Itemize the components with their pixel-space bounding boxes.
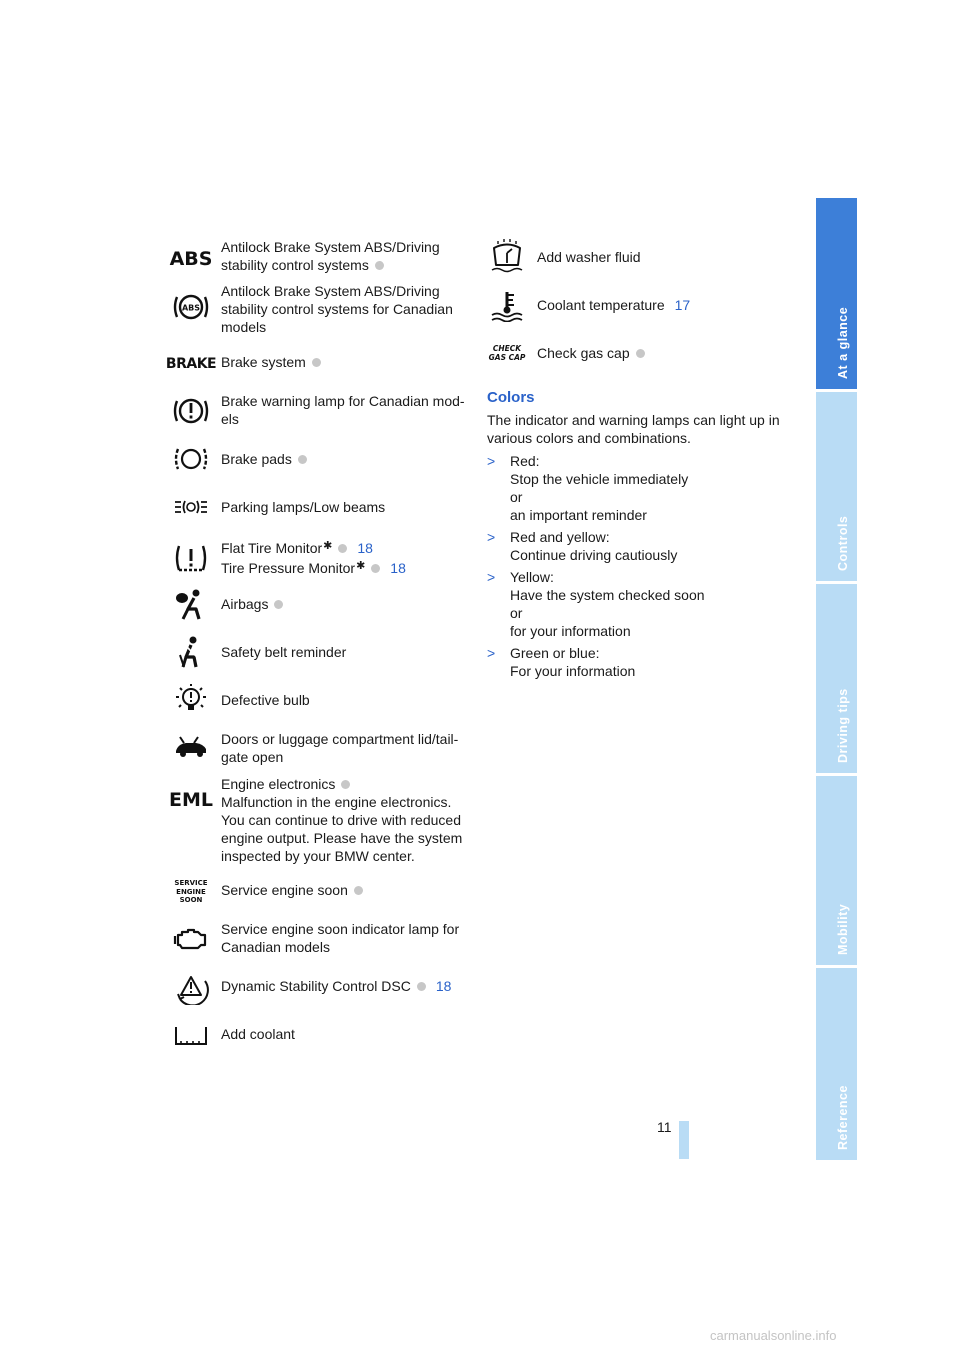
availability-dot <box>417 982 426 991</box>
list-item-text: Red: Stop the vehicle immediately or an important reminder <box>510 453 689 523</box>
colors-intro: The indicator and warning lamps can light up in various colors and combinations. <box>487 412 780 446</box>
page-reference-link[interactable]: 18 <box>435 978 452 994</box>
car-doors-open-icon <box>171 732 211 764</box>
section-title-colors: Colors <box>487 389 535 406</box>
indicator-description: Engine electronics Malfunction in the engine electronics. You can continue to drive with reduced engine output. Please have the system inspected by your BMW center. <box>221 776 463 864</box>
availability-dot <box>371 564 380 573</box>
optional-equipment-star: ✱ <box>323 540 333 552</box>
availability-dot <box>636 349 645 358</box>
availability-dot <box>298 455 307 464</box>
indicator-description: Add washer fluid <box>537 249 641 265</box>
page-number-bar <box>679 1121 689 1159</box>
list-item-text: Red and yellow: Continue driving cautiously <box>510 529 678 563</box>
bullet-arrow: > <box>487 529 496 545</box>
availability-dot <box>338 544 347 553</box>
availability-dot <box>341 780 350 789</box>
tab-mobility[interactable]: Mobility <box>816 776 857 965</box>
tab-at-a-glance[interactable]: At a glance <box>816 198 857 389</box>
indicator-description: Flat Tire Monitor✱ 18 Tire Pressure Monitor✱ 18 <box>221 540 406 576</box>
brake-pads-icon <box>171 443 211 475</box>
indicator-description: Defective bulb <box>221 692 310 708</box>
safety-belt-icon <box>171 636 211 668</box>
parking-lamps-icon <box>171 491 211 523</box>
dsc-triangle-icon <box>171 972 211 1004</box>
list-item-text: Green or blue: For your information <box>510 645 636 679</box>
page-reference-link[interactable]: 18 <box>390 560 406 576</box>
brake-warning-icon <box>171 395 211 427</box>
bullet-arrow: > <box>487 569 496 585</box>
tab-reference[interactable]: Reference <box>816 968 857 1160</box>
tab-driving-tips[interactable]: Driving tips <box>816 584 857 773</box>
service-engine-soon-icon: SERVICE ENGINE SOON <box>174 879 208 905</box>
page-reference-link[interactable]: 18 <box>357 540 373 556</box>
footer-watermark: carmanualsonline.info <box>710 1328 837 1343</box>
availability-dot <box>312 358 321 367</box>
abs-icon: ABS <box>169 248 213 270</box>
page-number: 11 <box>657 1119 672 1135</box>
eml-icon: EML <box>169 789 213 811</box>
indicator-description: Add coolant <box>221 1026 295 1042</box>
indicator-description: Doors or luggage compartment lid/tail- gate open <box>221 731 459 765</box>
availability-dot <box>354 886 363 895</box>
bullet-arrow: > <box>487 645 496 661</box>
indicator-description: Service engine soon <box>221 881 466 899</box>
indicator-description: Brake pads <box>221 450 466 468</box>
tire-warning-icon <box>171 542 211 574</box>
bullet-arrow: > <box>487 453 496 469</box>
indicator-description: Safety belt reminder <box>221 644 347 660</box>
indicator-description: Airbags <box>221 595 466 613</box>
indicator-description: Check gas cap <box>537 344 787 362</box>
brake-text-icon: BRAKE <box>165 356 217 372</box>
availability-dot <box>375 261 384 270</box>
bulb-icon <box>171 684 211 716</box>
washer-fluid-icon <box>487 240 527 272</box>
airbag-icon <box>171 588 211 620</box>
indicator-description: Coolant temperature 17 <box>537 297 691 313</box>
coolant-temperature-icon <box>487 289 527 321</box>
check-gas-cap-icon: CHECK GAS CAP <box>488 344 526 362</box>
indicator-description: Brake system <box>221 353 466 371</box>
indicator-description: Antilock Brake System ABS/Driving stability control systems <box>221 239 440 273</box>
indicator-description: Dynamic Stability Control DSC 18 <box>221 978 452 994</box>
availability-dot <box>274 600 283 609</box>
svg-text:ABS: ABS <box>181 303 201 313</box>
indicator-description: Parking lamps/Low beams <box>221 499 386 515</box>
indicator-description: Service engine soon indicator lamp for Canadian models <box>221 921 460 955</box>
indicator-description: Antilock Brake System ABS/Driving stability control systems for Canadian models <box>221 283 453 335</box>
abs-circle-icon <box>171 291 211 323</box>
tab-controls[interactable]: Controls <box>816 392 857 581</box>
optional-equipment-star: ✱ <box>356 560 366 572</box>
engine-icon <box>171 923 211 955</box>
list-item-text: Yellow: Have the system checked soon or for your information <box>510 569 705 639</box>
indicator-description: Brake warning lamp for Canadian mod- els <box>221 393 465 427</box>
page-reference-link[interactable]: 17 <box>674 297 691 313</box>
coolant-level-icon <box>171 1020 211 1052</box>
